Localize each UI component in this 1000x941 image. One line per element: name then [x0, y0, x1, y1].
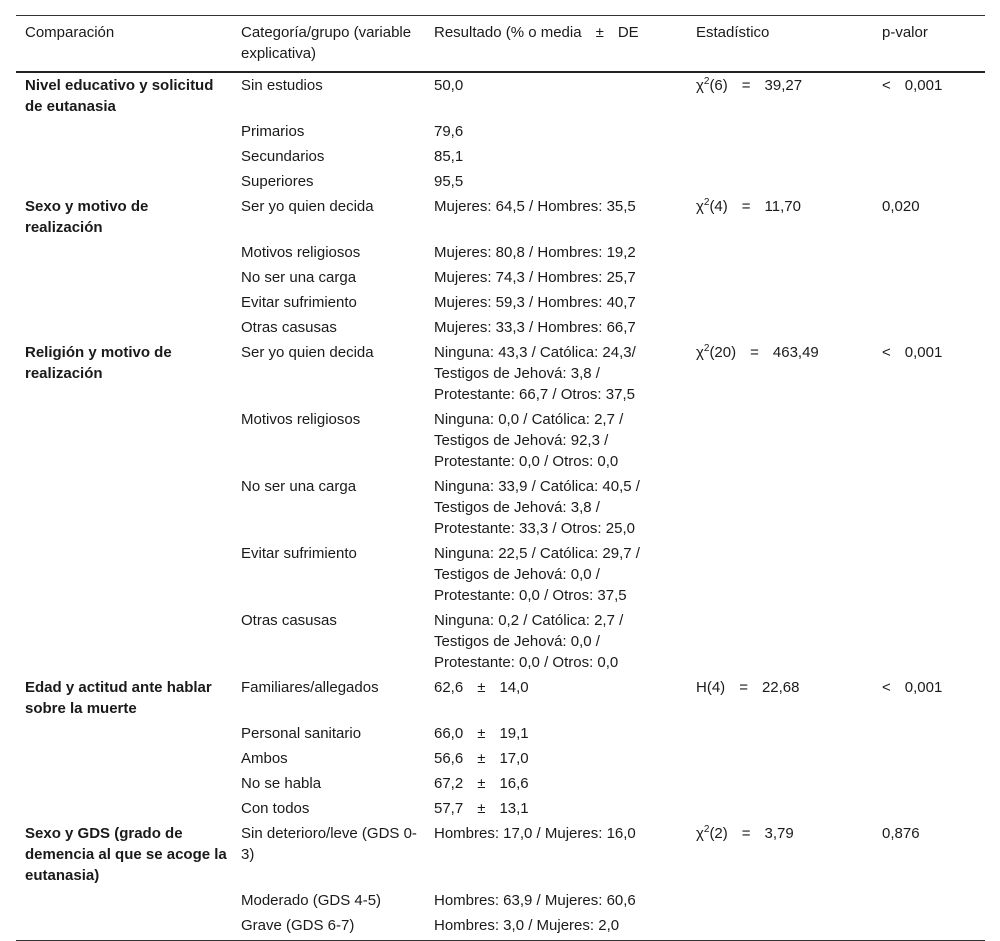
plus-minus: ±: [477, 750, 486, 767]
category-cell: Personal sanitario: [241, 725, 362, 742]
statistic-cell: [687, 340, 873, 407]
category-cell: Con todos: [241, 800, 310, 817]
pvalue-value: 0,001: [904, 679, 943, 696]
category-cell: Primarios: [241, 123, 305, 140]
pvalue-lt: <: [882, 77, 891, 94]
result-line: Testigos de Jehová: 0,0 /: [434, 566, 600, 583]
result-line: Protestante: 66,7 / Otros: 37,5: [434, 386, 635, 403]
result-cell: 95,5: [434, 173, 464, 190]
table-row: [16, 771, 985, 796]
stat-df: (4): [706, 679, 726, 696]
table-row: [16, 888, 985, 913]
sd-value: 13,1: [499, 800, 529, 817]
result-line: Ninguna: 43,3 / Católica: 24,3/: [434, 344, 636, 361]
result-cell: [425, 474, 687, 541]
header-comparison: Comparación: [16, 16, 232, 73]
table-row: [16, 240, 985, 265]
category-cell: Familiares/allegados: [241, 679, 379, 696]
stat-sup: 2: [703, 197, 710, 208]
table-row: [16, 340, 985, 407]
result-line: Testigos de Jehová: 3,8 /: [434, 365, 600, 382]
comparison-cell: Religión y motivo de realización: [25, 344, 172, 382]
mean-value: 67,2: [434, 775, 464, 792]
result-line: Protestante: 0,0 / Otros: 0,0: [434, 453, 619, 470]
sd-value: 14,0: [499, 679, 529, 696]
category-cell: Ser yo quien decida: [241, 198, 374, 215]
pvalue-cell: [873, 821, 985, 888]
result-cell: Mujeres: 80,8 / Hombres: 19,2: [434, 244, 636, 261]
result-cell: Hombres: 17,0 / Mujeres: 16,0: [434, 825, 636, 842]
category-cell: Motivos religiosos: [241, 411, 361, 428]
stat-eq: =: [741, 77, 751, 94]
category-cell: Grave (GDS 6-7): [232, 913, 425, 941]
result-cell: Hombres: 63,9 / Mujeres: 60,6: [434, 892, 636, 909]
table-row: [16, 821, 985, 888]
category-cell: Ser yo quien decida: [241, 344, 374, 361]
category-cell: Moderado (GDS 4-5): [241, 892, 382, 909]
result-cell: [425, 675, 687, 721]
pvalue-value: 0,876: [882, 825, 920, 842]
result-line: Protestante: 33,3 / Otros: 25,0: [434, 520, 635, 537]
result-cell: [425, 721, 687, 746]
table-row: [16, 290, 985, 315]
table-row: [16, 169, 985, 194]
plus-minus: ±: [477, 679, 486, 696]
pvalue-lt: <: [882, 679, 891, 696]
mean-value: 56,6: [434, 750, 464, 767]
table-row: [16, 746, 985, 771]
table-row: [16, 474, 985, 541]
table-row: [16, 407, 985, 474]
header-row: [16, 16, 985, 73]
table-row: [16, 119, 985, 144]
header-result-pm: ±: [595, 24, 604, 41]
result-cell: [425, 407, 687, 474]
statistic-cell: [687, 194, 873, 240]
statistic-cell: [687, 821, 873, 888]
stat-symbol: χ: [696, 77, 704, 94]
result-line: Protestante: 0,0 / Otros: 0,0: [434, 654, 619, 671]
plus-minus: ±: [477, 775, 486, 792]
stat-value: 11,70: [764, 198, 801, 215]
table-row: [16, 541, 985, 608]
stat-eq: =: [741, 825, 751, 842]
result-cell: Mujeres: 64,5 / Hombres: 35,5: [434, 198, 636, 215]
stat-df: (6): [709, 77, 728, 94]
stat-symbol: H: [696, 679, 707, 696]
statistic-cell: [687, 72, 873, 119]
category-cell: Superiores: [241, 173, 314, 190]
comparison-cell: Nivel educativo y solicitud de eutanasia: [25, 77, 214, 115]
table-row: [16, 721, 985, 746]
comparison-cell: Sexo y motivo de realización: [25, 198, 149, 236]
category-cell: Evitar sufrimiento: [241, 545, 357, 562]
table-row: [16, 194, 985, 240]
stat-value: 39,27: [764, 77, 803, 94]
category-cell: Otras casusas: [241, 319, 337, 336]
stat-symbol: χ: [696, 344, 704, 361]
category-cell: No ser una carga: [241, 269, 357, 286]
stat-value: 22,68: [761, 679, 800, 696]
header-pvalue: p-valor: [873, 16, 985, 73]
stat-df: (2): [709, 825, 728, 842]
header-category: Categoría/grupo (variable explicativa): [232, 16, 425, 73]
pvalue-value: 0,001: [904, 344, 943, 361]
stat-df: (20): [709, 344, 737, 361]
result-cell: 79,6: [434, 123, 464, 140]
table-row: [16, 796, 985, 821]
category-cell: No se habla: [241, 775, 322, 792]
header-result-sd: DE: [617, 24, 639, 41]
pvalue-cell: [873, 675, 985, 721]
sd-value: 19,1: [499, 725, 529, 742]
stat-sup: 2: [703, 824, 710, 835]
category-cell: Evitar sufrimiento: [241, 294, 357, 311]
pvalue-value: 0,020: [882, 198, 920, 215]
result-line: Testigos de Jehová: 92,3 /: [434, 432, 609, 449]
mean-value: 66,0: [434, 725, 464, 742]
sd-value: 16,6: [499, 775, 529, 792]
result-line: Testigos de Jehová: 0,0 /: [434, 633, 600, 650]
stat-eq: =: [741, 198, 751, 215]
category-cell: Otras casusas: [241, 612, 337, 629]
result-line: Testigos de Jehová: 3,8 /: [434, 499, 600, 516]
stat-symbol: χ: [696, 825, 704, 842]
stat-sup: 2: [703, 343, 710, 354]
stat-eq: =: [750, 344, 759, 361]
result-line: Protestante: 0,0 / Otros: 37,5: [434, 587, 627, 604]
category-cell: Sin deterioro/leve (GDS 0-3): [241, 825, 417, 863]
category-cell: Sin estudios: [241, 77, 323, 94]
category-cell: Motivos religiosos: [241, 244, 361, 261]
stat-sup: 2: [703, 76, 710, 87]
result-line: Ninguna: 0,0 / Católica: 2,7 /: [434, 411, 624, 428]
result-cell: [425, 746, 687, 771]
result-cell: 85,1: [434, 148, 464, 165]
mean-value: 62,6: [434, 679, 464, 696]
results-table: [16, 15, 985, 941]
result-cell: [425, 541, 687, 608]
pvalue-cell: [873, 194, 985, 240]
header-result-prefix: Resultado (% o media: [434, 24, 582, 41]
pvalue-cell: [873, 340, 985, 407]
result-cell: Mujeres: 59,3 / Hombres: 40,7: [434, 294, 636, 311]
result-line: Ninguna: 33,9 / Católica: 40,5 /: [434, 478, 640, 495]
stat-df: (4): [709, 198, 728, 215]
plus-minus: ±: [477, 800, 486, 817]
result-cell: [425, 796, 687, 821]
table-row: [16, 315, 985, 340]
pvalue-cell: [873, 72, 985, 119]
stat-value: 463,49: [772, 344, 819, 361]
table-row: [16, 144, 985, 169]
result-cell: [425, 771, 687, 796]
category-cell: Ambos: [241, 750, 288, 767]
stat-value: 3,79: [764, 825, 794, 842]
result-cell: [425, 608, 687, 675]
result-cell: Mujeres: 74,3 / Hombres: 25,7: [434, 269, 636, 286]
mean-value: 57,7: [434, 800, 464, 817]
result-line: Ninguna: 22,5 / Católica: 29,7 /: [434, 545, 640, 562]
header-result: [425, 16, 687, 73]
pvalue-lt: <: [882, 344, 891, 361]
category-cell: No ser una carga: [241, 478, 357, 495]
comparison-cell: Sexo y GDS (grado de demencia al que se acoge la eutanasia): [25, 825, 227, 884]
category-cell: Secundarios: [241, 148, 325, 165]
pvalue-value: 0,001: [904, 77, 943, 94]
result-cell: 50,0: [434, 77, 464, 94]
sd-value: 17,0: [499, 750, 529, 767]
table-row: [16, 72, 985, 119]
stat-symbol: χ: [696, 198, 704, 215]
comparison-cell: Edad y actitud ante hablar sobre la muerte: [25, 679, 212, 717]
result-cell: [425, 340, 687, 407]
header-statistic: Estadístico: [687, 16, 873, 73]
statistic-cell: [687, 675, 873, 721]
table-row: [16, 265, 985, 290]
results-table-container: [16, 15, 985, 941]
table-row: [16, 675, 985, 721]
result-cell: Mujeres: 33,3 / Hombres: 66,7: [434, 319, 636, 336]
stat-eq: =: [739, 679, 748, 696]
result-cell: Hombres: 3,0 / Mujeres: 2,0: [425, 913, 687, 941]
table-row: [16, 913, 985, 941]
result-line: Ninguna: 0,2 / Católica: 2,7 /: [434, 612, 624, 629]
plus-minus: ±: [477, 725, 486, 742]
table-row: [16, 608, 985, 675]
